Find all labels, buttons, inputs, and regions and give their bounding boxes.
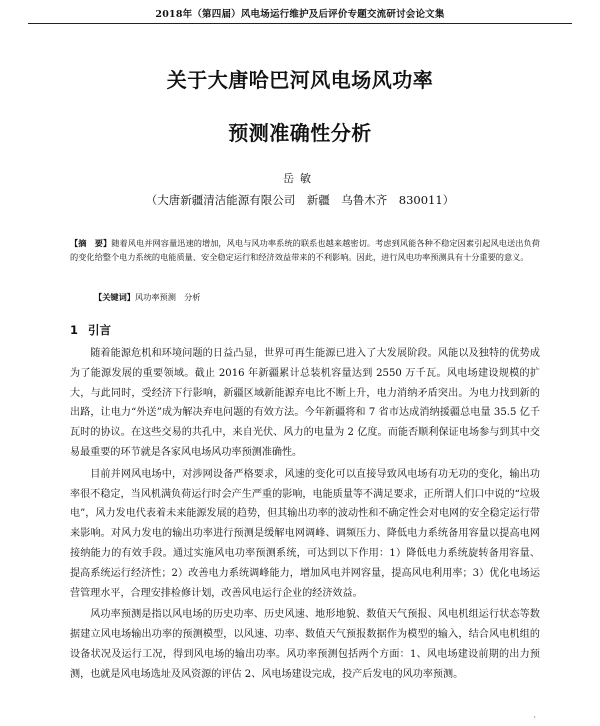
title-line-1: 关于大唐哈巴河风电场风功率 (166, 68, 434, 92)
author: 岳敏 (283, 172, 317, 185)
keywords-label: 【关键词】 (94, 292, 135, 302)
paragraph: 目前并网风电场中，对涉网设备严格要求，风速的变化可以直接导致风电场有功无功的变化，输出功率很不稳定，当风机满负荷运行时会产生严重的影响，电能质量等不满足要求，正所谓人们口中说的“垃圾电”，风力发电代表着未来能源发展的趋势，但其输出功率的波动性和不确定性会对电网的安全稳定运行带来影响。对风力发电的输出功率进行预测是缓解电网调峰、调频压力、降低电力系统备用容量以提高电网接纳能力的有效手段。通过实施风电功率预测系统，可达到以下作用：1）降低电力系统旋转备用容量、提高系统运行经济性；2）改善电力系统调峰能力，增加风电并网容量，提高风电利用率；3）优化电场运营管理水平，合理安排检修计划，改善风电运行企业的经济效益。 (70, 468, 540, 599)
paragraph: 随着能源危机和环境问题的日益凸显，世界可再生能源已进入了大发展阶段。风能以及独特的优势成为了能源发展的重要领域。截止 2016 年新疆累计总装机容量达到 2550 万千瓦。风电场建设规模的扩大，与此同时，受经济下行影响，新疆区域新能源弃电比不断上升，电力消纳矛盾突出。为电力找到新的出路，让电力“外送”成为解决弃电问题的有效方法。今年新疆将和 7 省市达成消纳援疆总电量 35.5 亿千瓦时的协议。在这些交易的共孔中，来自光伏、风力的电量为 2 亿度。而能否顺利保证电场参与到其中交易最重要的环节就是各家风电场风功率预测准确性。 (70, 348, 540, 458)
footer-mark: · (533, 713, 536, 722)
body-text (70, 344, 540, 687)
abstract-label: 【摘 要】 (70, 238, 112, 248)
abstract-text: 随着风电并网容量迅速的增加，风电与风功率系统的联系也越来越密切。考虑到风能各种不稳定因素引起风电送出负荷的变化给整个电力系统的电能质量、安全稳定运行和经济效益带来的不利影响。因此，进行风电功率预测具有十分重要的意义。 (70, 238, 540, 262)
section-title: 引言 (88, 323, 112, 337)
running-header: 2018年（第四届）风电场运行维护及后评价专题交流研讨会论文集 (28, 6, 572, 24)
section-number: 1 (70, 323, 79, 337)
paragraph: 风功率预测是指以风电场的历史功率、历史风速、地形地貌、数值天气预报、风电机组运行状态等数据建立风电场输出功率的预测模型，以风速、功率、数值天气预报数据作为模型的输入，结合风电机组的设备状况及运行工况，得到风电场的输出功率。风功率预测包括两个方面：1、风电场建设前期的出力预测，也就是风电场选址及风资源的评估 2、风电场建设完成，投产后发电的风功率预测。 (70, 609, 540, 680)
keywords-text: 风功率预测 分析 (134, 292, 201, 302)
keywords (94, 290, 540, 304)
abstract (70, 236, 540, 264)
title-line-2: 预测准确性分析 (228, 121, 372, 145)
section-heading (70, 322, 111, 338)
affiliation: （大唐新疆清洁能源有限公司 新疆 乌鲁木齐 830011） (145, 193, 455, 207)
